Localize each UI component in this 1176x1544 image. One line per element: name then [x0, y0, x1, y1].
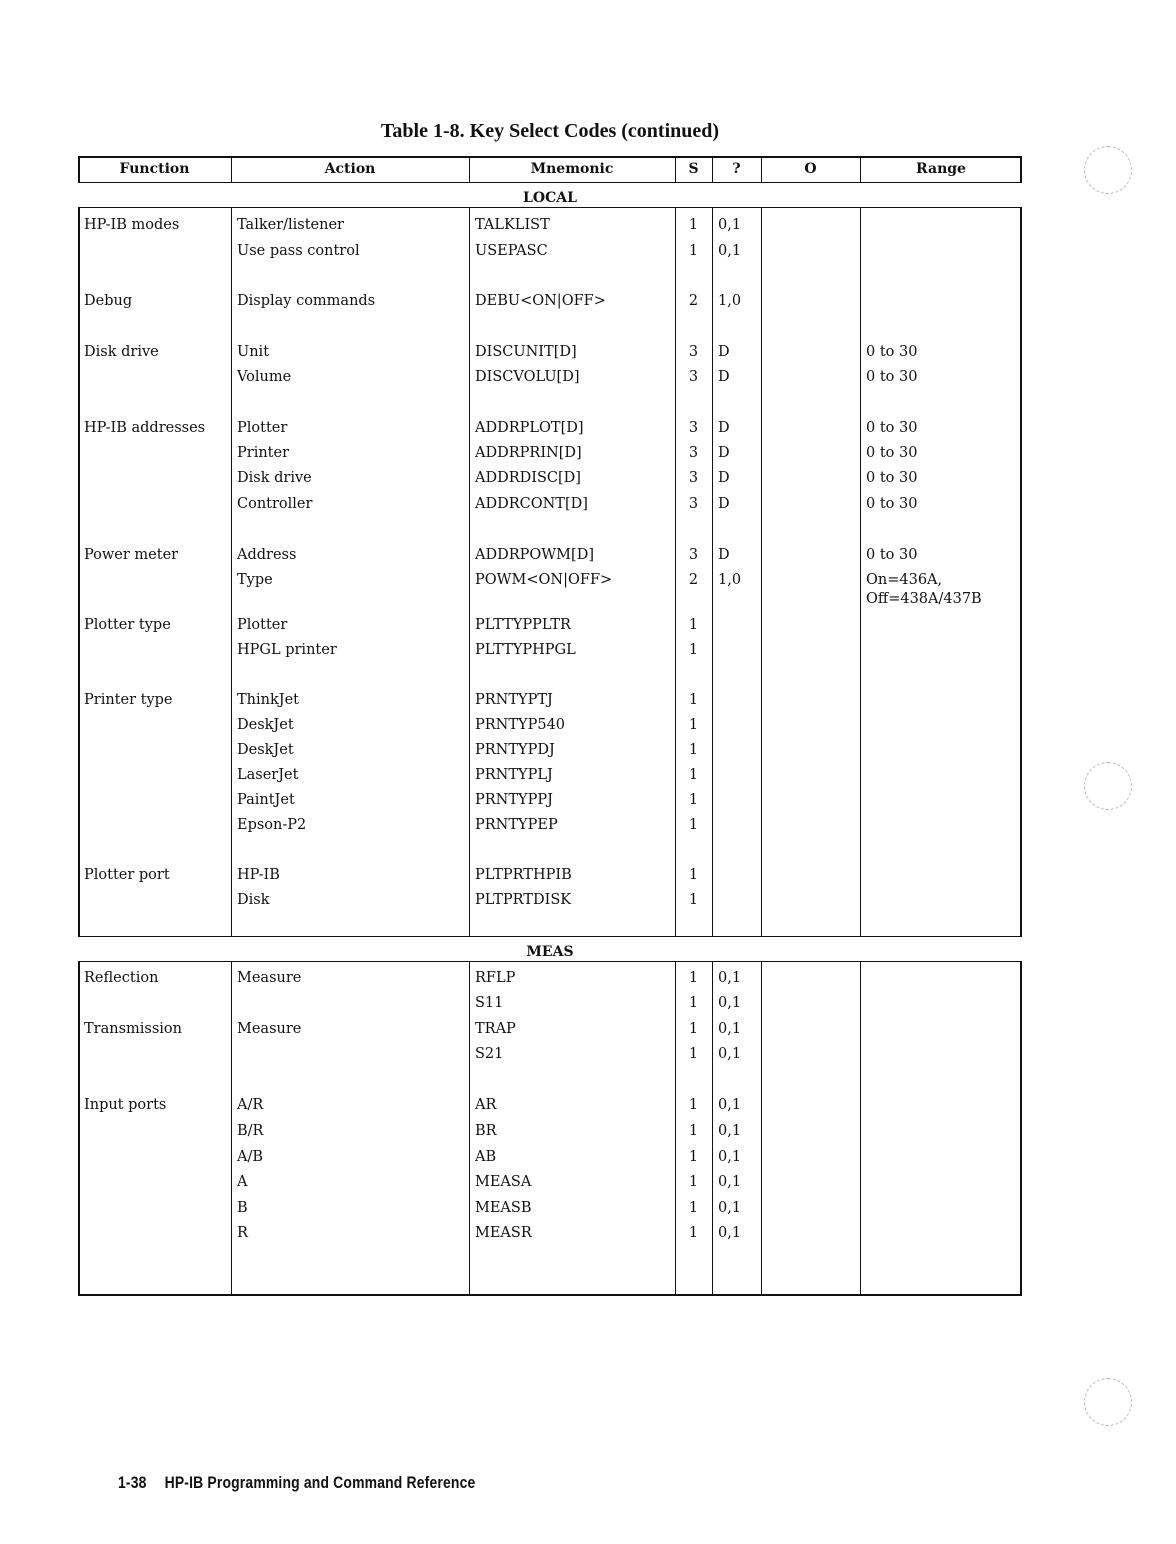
cell-range: 0 to 30	[866, 547, 918, 563]
cell-s: 1	[688, 1225, 699, 1241]
cell-s: 3	[688, 344, 699, 360]
cell-q: D	[718, 420, 730, 436]
col-divider-o	[860, 156, 861, 1296]
cell-mnemonic: RFLP	[475, 970, 516, 986]
cell-q: 0,1	[718, 217, 742, 233]
cell-function: Input ports	[84, 1097, 167, 1113]
cell-mnemonic: S21	[475, 1046, 504, 1062]
cell-s: 1	[688, 692, 699, 708]
cell-q: D	[718, 445, 730, 461]
cell-action: PaintJet	[237, 792, 295, 808]
col-divider-s	[712, 156, 713, 1296]
cell-mnemonic: PLTTYPPLTR	[475, 617, 571, 633]
cell-mnemonic: DISCUNIT[D]	[475, 344, 577, 360]
cell-q: 0,1	[718, 1200, 742, 1216]
cell-mnemonic: PRNTYPDJ	[475, 742, 555, 758]
cell-q: 0,1	[718, 1097, 742, 1113]
key-select-codes-table	[78, 156, 1022, 1296]
cell-s: 1	[688, 1149, 699, 1165]
cell-q: 0,1	[718, 1174, 742, 1190]
cell-action: LaserJet	[237, 767, 299, 783]
cell-s: 2	[688, 572, 699, 588]
cell-function: HP-IB addresses	[84, 420, 206, 436]
cell-mnemonic: PLTPRTHPIB	[475, 867, 572, 883]
cell-range: On=436A,	[866, 572, 943, 588]
cell-mnemonic: USEPASC	[475, 243, 548, 259]
header-mnemonic: Mnemonic	[530, 161, 614, 177]
cell-action: Plotter	[237, 420, 288, 436]
cell-s: 3	[688, 445, 699, 461]
cell-s: 1	[688, 1097, 699, 1113]
cell-range: 0 to 30	[866, 420, 918, 436]
cell-action: Measure	[237, 1021, 302, 1037]
cell-function: Plotter port	[84, 867, 170, 883]
cell-mnemonic: PRNTYPPJ	[475, 792, 553, 808]
cell-mnemonic: PLTPRTDISK	[475, 892, 572, 908]
cell-range: 0 to 30	[866, 470, 918, 486]
cell-q: 0,1	[718, 243, 742, 259]
cell-action: R	[237, 1225, 248, 1241]
cell-action: Volume	[237, 369, 292, 385]
cell-mnemonic: DEBU<ON|OFF>	[475, 293, 606, 309]
cell-function: Transmission	[84, 1021, 183, 1037]
cell-function: Disk drive	[84, 344, 159, 360]
cell-q: 0,1	[718, 1123, 742, 1139]
cell-s: 2	[688, 293, 699, 309]
cell-s: 1	[688, 642, 699, 658]
cell-q: 0,1	[718, 1149, 742, 1165]
cell-range: 0 to 30	[866, 496, 918, 512]
page-number: 1-38	[118, 1473, 147, 1492]
cell-action: Unit	[237, 344, 270, 360]
cell-action: A/R	[237, 1097, 264, 1113]
cell-mnemonic: S11	[475, 995, 504, 1011]
cell-action: Epson-P2	[237, 817, 307, 833]
cell-mnemonic: MEASR	[475, 1225, 532, 1241]
cell-action: Measure	[237, 970, 302, 986]
cell-s: 1	[688, 1046, 699, 1062]
cell-mnemonic: DISCVOLU[D]	[475, 369, 580, 385]
cell-s: 3	[688, 420, 699, 436]
cell-mnemonic: ADDRPLOT[D]	[475, 420, 584, 436]
section-meas: MEAS	[526, 944, 574, 960]
cell-action: B/R	[237, 1123, 264, 1139]
cell-range: 0 to 30	[866, 344, 918, 360]
cell-action: Printer	[237, 445, 290, 461]
cell-s: 1	[688, 792, 699, 808]
cell-s: 3	[688, 496, 699, 512]
cell-q: 1,0	[718, 293, 742, 309]
header-function: Function	[119, 161, 190, 177]
binder-hole-top	[1084, 146, 1132, 194]
cell-mnemonic: POWM<ON|OFF>	[475, 572, 613, 588]
table-title: Table 1-8. Key Select Codes (continued)	[380, 120, 720, 142]
cell-s: 1	[688, 617, 699, 633]
cell-s: 1	[688, 817, 699, 833]
binder-hole-middle	[1084, 762, 1132, 810]
cell-action: A/B	[237, 1149, 264, 1165]
cell-action: DeskJet	[237, 742, 294, 758]
col-divider-action	[469, 156, 470, 1296]
cell-range-line2: Off=438A/437B	[866, 591, 982, 607]
meas-band-rule	[78, 961, 1022, 962]
cell-s: 1	[688, 243, 699, 259]
cell-mnemonic: ADDRPOWM[D]	[475, 547, 594, 563]
cell-mnemonic: AB	[475, 1149, 497, 1165]
cell-function: Debug	[84, 293, 133, 309]
cell-mnemonic: MEASB	[475, 1200, 532, 1216]
cell-s: 1	[688, 767, 699, 783]
cell-mnemonic: TRAP	[475, 1021, 516, 1037]
cell-q: D	[718, 496, 730, 512]
cell-mnemonic: MEASA	[475, 1174, 532, 1190]
cell-s: 3	[688, 470, 699, 486]
section-local: LOCAL	[523, 190, 577, 206]
cell-mnemonic: PRNTYP540	[475, 717, 566, 733]
cell-s: 1	[688, 1021, 699, 1037]
cell-s: 1	[688, 995, 699, 1011]
cell-function: Printer type	[84, 692, 173, 708]
header-s: S	[688, 161, 699, 177]
cell-s: 3	[688, 547, 699, 563]
cell-action: HPGL printer	[237, 642, 337, 658]
cell-q: D	[718, 344, 730, 360]
cell-mnemonic: ADDRCONT[D]	[475, 496, 588, 512]
cell-s: 1	[688, 867, 699, 883]
cell-action: A	[237, 1174, 248, 1190]
cell-action: Type	[237, 572, 273, 588]
footer-title: HP-IB Programming and Command Reference	[164, 1473, 476, 1492]
cell-q: D	[718, 470, 730, 486]
header-range: Range	[916, 161, 966, 177]
cell-action: Display commands	[237, 293, 376, 309]
cell-action: Use pass control	[237, 243, 360, 259]
cell-mnemonic: PLTTYPHPGL	[475, 642, 576, 658]
header-action: Action	[324, 161, 376, 177]
cell-s: 1	[688, 970, 699, 986]
cell-s: 1	[688, 742, 699, 758]
cell-mnemonic: TALKLIST	[475, 217, 550, 233]
cell-s: 1	[688, 892, 699, 908]
cell-s: 1	[688, 1174, 699, 1190]
cell-s: 1	[688, 1200, 699, 1216]
cell-action: Plotter	[237, 617, 288, 633]
cell-action: ThinkJet	[237, 692, 299, 708]
cell-mnemonic: AR	[475, 1097, 497, 1113]
cell-mnemonic: ADDRPRIN[D]	[475, 445, 582, 461]
col-divider-q	[761, 156, 762, 1296]
cell-q: D	[718, 369, 730, 385]
cell-q: 1,0	[718, 572, 742, 588]
cell-q: 0,1	[718, 1046, 742, 1062]
cell-action: Controller	[237, 496, 313, 512]
cell-mnemonic: PRNTYPEP	[475, 817, 558, 833]
cell-range: 0 to 30	[866, 445, 918, 461]
cell-s: 1	[688, 717, 699, 733]
cell-mnemonic: PRNTYPLJ	[475, 767, 553, 783]
cell-action: HP-IB	[237, 867, 280, 883]
cell-q: 0,1	[718, 1225, 742, 1241]
cell-mnemonic: BR	[475, 1123, 497, 1139]
cell-s: 3	[688, 369, 699, 385]
cell-range: 0 to 30	[866, 369, 918, 385]
cell-mnemonic: PRNTYPTJ	[475, 692, 553, 708]
cell-q: 0,1	[718, 995, 742, 1011]
cell-action: B	[237, 1200, 248, 1216]
header-o: O	[804, 161, 817, 177]
cell-function: Power meter	[84, 547, 179, 563]
local-band-rule	[78, 207, 1022, 208]
cell-action: Address	[237, 547, 297, 563]
cell-s: 1	[688, 217, 699, 233]
cell-function: Plotter type	[84, 617, 171, 633]
cell-function: HP-IB modes	[84, 217, 180, 233]
cell-mnemonic: ADDRDISC[D]	[475, 470, 581, 486]
cell-q: 0,1	[718, 970, 742, 986]
col-divider-function	[231, 156, 232, 1296]
cell-q: 0,1	[718, 1021, 742, 1037]
cell-action: Talker/listener	[237, 217, 344, 233]
page-footer	[118, 1473, 475, 1493]
header-q: ?	[732, 161, 741, 177]
cell-function: Reflection	[84, 970, 159, 986]
cell-q: D	[718, 547, 730, 563]
cell-action: DeskJet	[237, 717, 294, 733]
binder-hole-bottom	[1084, 1378, 1132, 1426]
cell-action: Disk drive	[237, 470, 312, 486]
cell-action: Disk	[237, 892, 270, 908]
cell-s: 1	[688, 1123, 699, 1139]
